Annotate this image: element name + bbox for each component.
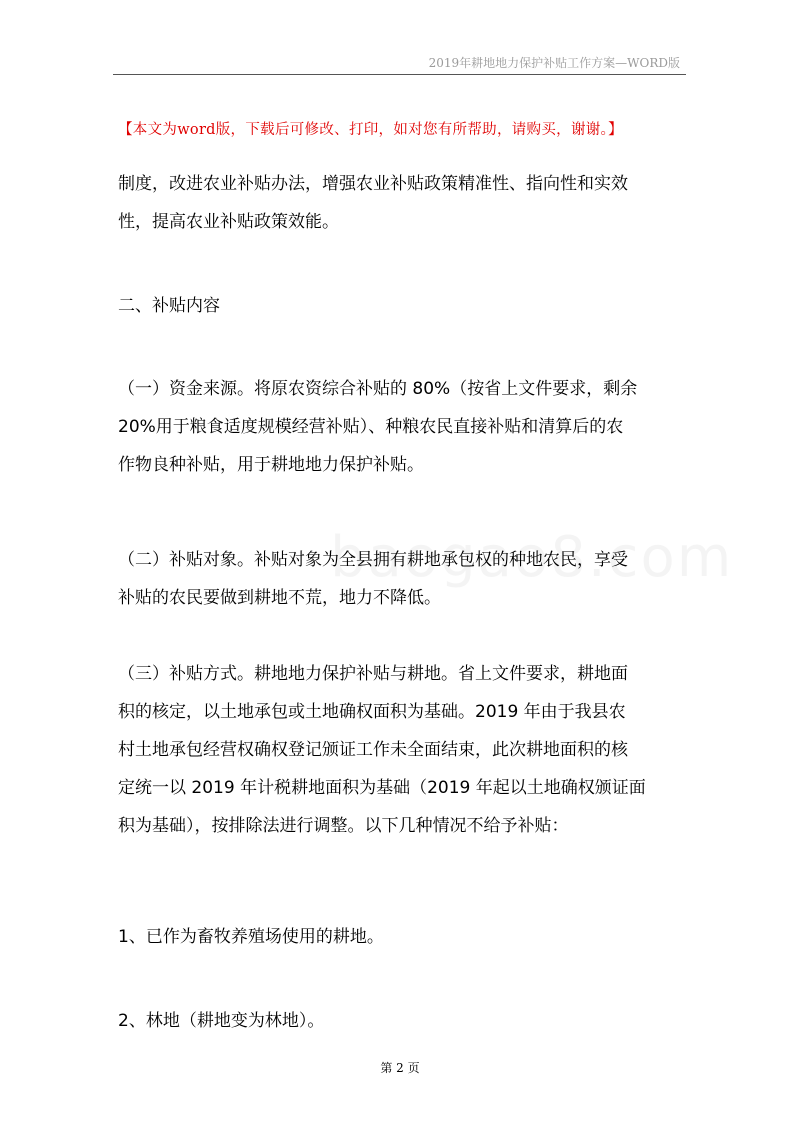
- text-line: 作物良种补贴，用于耕地地力保护补贴。: [118, 455, 424, 475]
- text-line: 二、补贴内容: [118, 296, 220, 316]
- purchase-notice: 【本文为word版，下载后可修改、打印，如对您有所帮助，请购买，谢谢。】: [118, 122, 623, 138]
- text-line: （一）资金来源。将原农资综合补贴的 80%（按省上文件要求，剩余: [118, 379, 638, 399]
- text-line: （二）补贴对象。补贴对象为全县拥有耕地承包权的种地农民，享受: [118, 550, 628, 570]
- text-line: 定统一以 2019 年计税耕地面积为基础（2019 年起以土地确权颁证面: [118, 778, 646, 798]
- header-divider: [113, 74, 686, 75]
- text-line: 性，提高农业补贴政策效能。: [118, 212, 339, 232]
- text-line: 村土地承包经营权确权登记颁证工作未全面结束，此次耕地面积的核: [118, 740, 628, 760]
- list-item-forest-land: [118, 1002, 688, 1040]
- page-header-title: 2019年耕地地力保护补贴工作方案—WORD版: [428, 56, 680, 70]
- text-line: （三）补贴方式。耕地地力保护补贴与耕地。省上文件要求，耕地面: [118, 664, 628, 684]
- text-line: 制度，改进农业补贴办法，增强农业补贴政策精准性、指向性和实效: [118, 174, 628, 194]
- list-item-livestock-land: [118, 918, 688, 956]
- text-line: 补贴的农民要做到耕地不荒，地力不降低。: [118, 588, 441, 608]
- text-line: 20%用于粮食适度规模经营补贴）、种粮农民直接补贴和清算后的农: [118, 417, 624, 437]
- page-number: 第 2 页: [380, 1061, 420, 1075]
- text-line: 积的核定，以土地承包或土地确权面积为基础。2019 年由于我县农: [118, 702, 626, 722]
- text-line: 1、已作为畜牧养殖场使用的耕地。: [118, 927, 384, 947]
- paragraph-policy-intro: [118, 165, 688, 241]
- paragraph-subsidy-target: [118, 541, 688, 617]
- paragraph-subsidy-method: [118, 655, 688, 845]
- section-heading-subsidy-content: [118, 287, 688, 325]
- text-line: 2、林地（耕地变为林地）。: [118, 1011, 325, 1031]
- text-line: 积为基础），按排除法进行调整。以下几种情况不给予补贴：: [118, 816, 569, 836]
- paragraph-fund-source: [118, 370, 688, 484]
